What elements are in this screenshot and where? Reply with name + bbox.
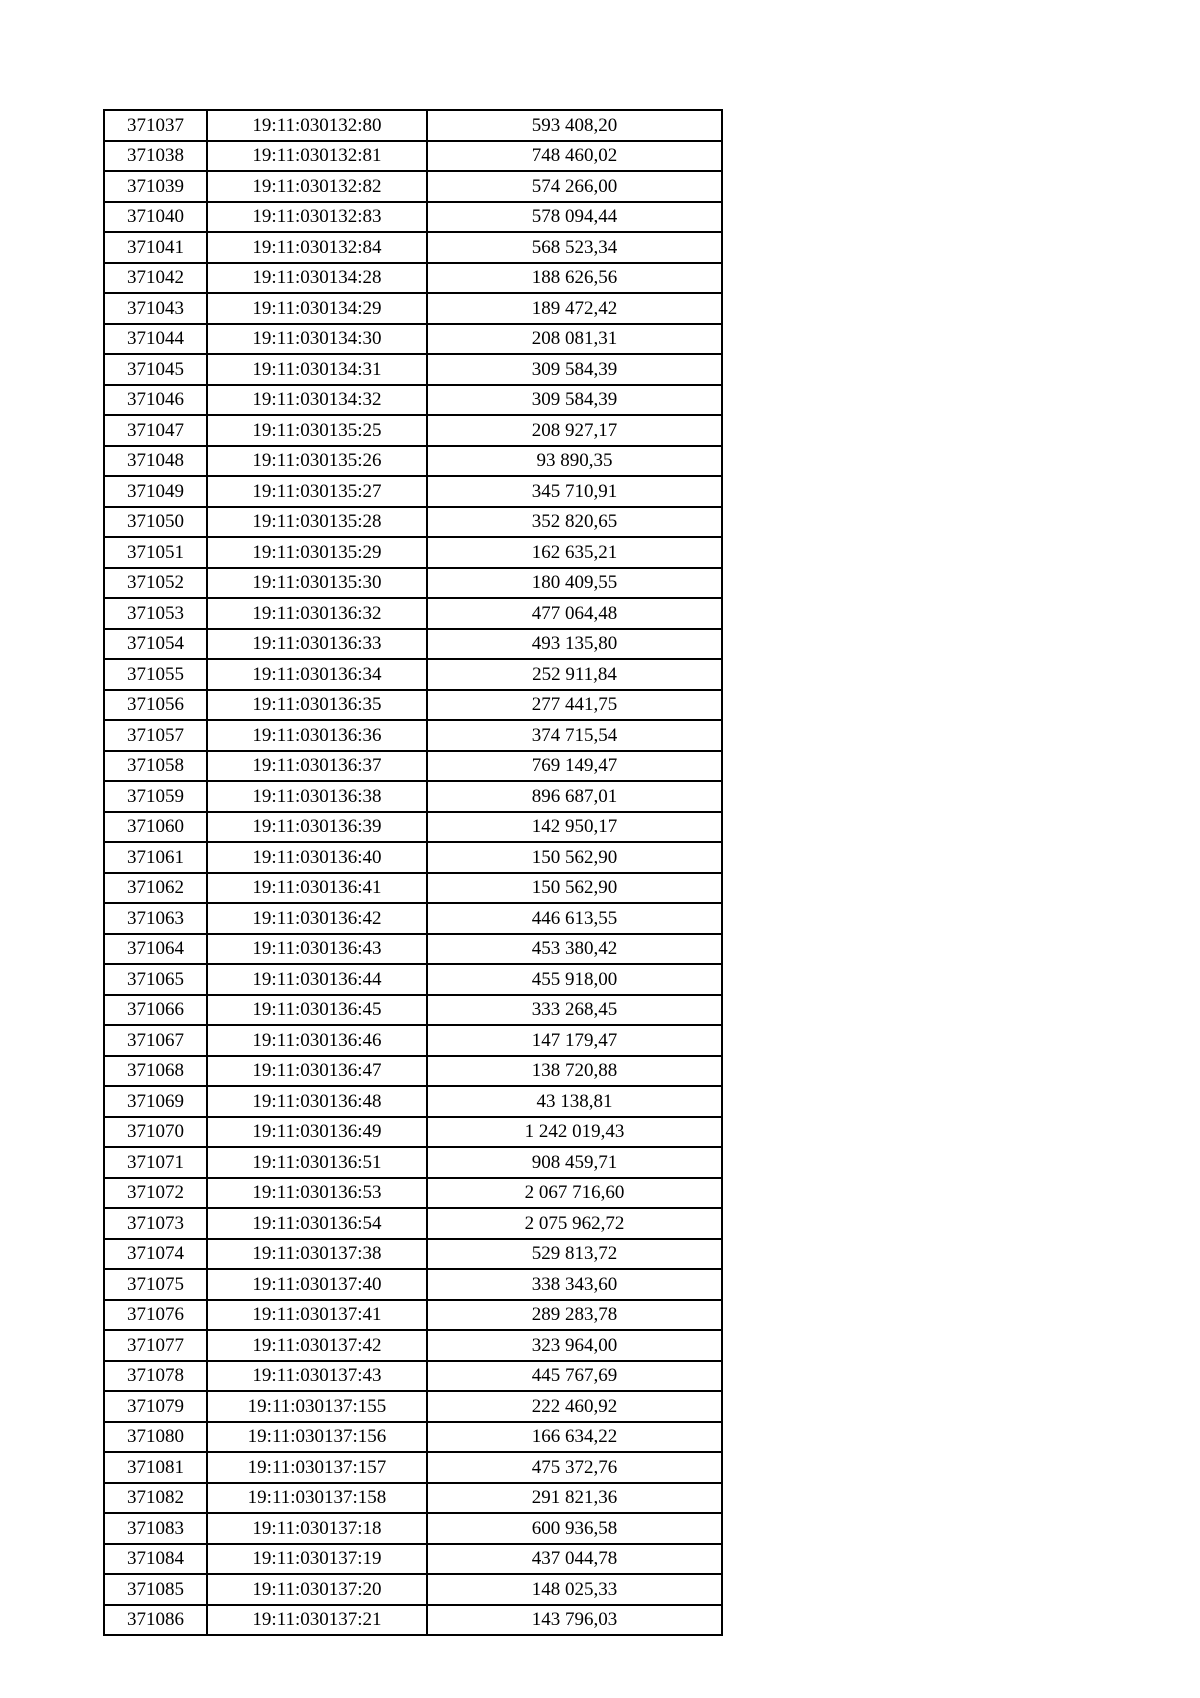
cadastral-number-cell: 19:11:030137:157 [207,1452,427,1483]
cadastral-number-cell: 19:11:030136:46 [207,1025,427,1056]
table-row [104,507,722,538]
cadastral-number-cell: 19:11:030136:42 [207,903,427,934]
row-number-cell: 371065 [104,964,207,995]
row-number-cell: 371066 [104,995,207,1026]
table-row [104,720,722,751]
cadastral-number-cell: 19:11:030136:35 [207,690,427,721]
table-row [104,1269,722,1300]
cadastral-number-cell: 19:11:030136:53 [207,1178,427,1209]
value-cell: 291 821,36 [427,1483,722,1514]
value-cell: 208 927,17 [427,415,722,446]
table-row [104,568,722,599]
table-row [104,263,722,294]
value-cell: 277 441,75 [427,690,722,721]
cadastral-number-cell: 19:11:030137:155 [207,1391,427,1422]
row-number-cell: 371085 [104,1574,207,1605]
value-cell: 142 950,17 [427,812,722,843]
row-number-cell: 371039 [104,171,207,202]
cadastral-number-cell: 19:11:030137:19 [207,1544,427,1575]
table-row [104,812,722,843]
row-number-cell: 371047 [104,415,207,446]
row-number-cell: 371082 [104,1483,207,1514]
cadastral-number-cell: 19:11:030134:29 [207,293,427,324]
cadastral-number-cell: 19:11:030135:29 [207,537,427,568]
value-cell: 166 634,22 [427,1422,722,1453]
row-number-cell: 371086 [104,1605,207,1636]
row-number-cell: 371061 [104,842,207,873]
value-cell: 150 562,90 [427,842,722,873]
table-row [104,1208,722,1239]
value-cell: 1 242 019,43 [427,1117,722,1148]
table-row [104,1056,722,1087]
table-row [104,141,722,172]
cadastral-number-cell: 19:11:030132:83 [207,202,427,233]
value-cell: 309 584,39 [427,354,722,385]
value-cell: 138 720,88 [427,1056,722,1087]
table-row [104,446,722,477]
row-number-cell: 371046 [104,385,207,416]
table-row [104,629,722,660]
row-number-cell: 371075 [104,1269,207,1300]
value-cell: 188 626,56 [427,263,722,294]
table-row [104,934,722,965]
value-cell: 333 268,45 [427,995,722,1026]
table-row [104,1483,722,1514]
value-cell: 289 283,78 [427,1300,722,1331]
cadastral-number-cell: 19:11:030134:32 [207,385,427,416]
row-number-cell: 371084 [104,1544,207,1575]
row-number-cell: 371057 [104,720,207,751]
table-row [104,903,722,934]
table-row [104,1513,722,1544]
value-cell: 475 372,76 [427,1452,722,1483]
row-number-cell: 371083 [104,1513,207,1544]
data-table [103,109,723,1636]
table-row [104,110,722,141]
cadastral-number-cell: 19:11:030136:49 [207,1117,427,1148]
cadastral-number-cell: 19:11:030136:41 [207,873,427,904]
table-row [104,476,722,507]
value-cell: 148 025,33 [427,1574,722,1605]
cadastral-number-cell: 19:11:030136:43 [207,934,427,965]
cadastral-number-cell: 19:11:030136:48 [207,1086,427,1117]
row-number-cell: 371055 [104,659,207,690]
value-cell: 568 523,34 [427,232,722,263]
cadastral-number-cell: 19:11:030134:30 [207,324,427,355]
cadastral-number-cell: 19:11:030132:84 [207,232,427,263]
table-row [104,202,722,233]
row-number-cell: 371081 [104,1452,207,1483]
value-cell: 446 613,55 [427,903,722,934]
table-row [104,1422,722,1453]
table-row [104,964,722,995]
table-row [104,415,722,446]
table-row [104,842,722,873]
table-row [104,1544,722,1575]
table-row [104,1452,722,1483]
table-row [104,751,722,782]
row-number-cell: 371059 [104,781,207,812]
row-number-cell: 371041 [104,232,207,263]
table-row [104,171,722,202]
value-cell: 477 064,48 [427,598,722,629]
table-row [104,1086,722,1117]
cadastral-number-cell: 19:11:030136:37 [207,751,427,782]
table-row [104,1117,722,1148]
row-number-cell: 371060 [104,812,207,843]
table-row [104,1025,722,1056]
row-number-cell: 371038 [104,141,207,172]
cadastral-number-cell: 19:11:030136:45 [207,995,427,1026]
row-number-cell: 371062 [104,873,207,904]
cadastral-number-cell: 19:11:030137:20 [207,1574,427,1605]
row-number-cell: 371048 [104,446,207,477]
row-number-cell: 371043 [104,293,207,324]
cadastral-number-cell: 19:11:030137:158 [207,1483,427,1514]
row-number-cell: 371044 [104,324,207,355]
row-number-cell: 371078 [104,1361,207,1392]
cadastral-number-cell: 19:11:030132:81 [207,141,427,172]
table-row [104,354,722,385]
row-number-cell: 371042 [104,263,207,294]
row-number-cell: 371058 [104,751,207,782]
cadastral-number-cell: 19:11:030136:39 [207,812,427,843]
row-number-cell: 371049 [104,476,207,507]
cadastral-number-cell: 19:11:030137:40 [207,1269,427,1300]
value-cell: 455 918,00 [427,964,722,995]
row-number-cell: 371068 [104,1056,207,1087]
table-row [104,598,722,629]
table-row [104,1605,722,1636]
cadastral-number-cell: 19:11:030136:47 [207,1056,427,1087]
cadastral-number-cell: 19:11:030135:30 [207,568,427,599]
value-cell: 453 380,42 [427,934,722,965]
value-cell: 600 936,58 [427,1513,722,1544]
row-number-cell: 371080 [104,1422,207,1453]
cadastral-number-cell: 19:11:030136:38 [207,781,427,812]
table-row [104,293,722,324]
value-cell: 162 635,21 [427,537,722,568]
row-number-cell: 371040 [104,202,207,233]
table-row [104,1574,722,1605]
cadastral-number-cell: 19:11:030136:51 [207,1147,427,1178]
row-number-cell: 371070 [104,1117,207,1148]
table-row [104,1391,722,1422]
value-cell: 529 813,72 [427,1239,722,1270]
table-body [104,110,722,1635]
value-cell: 180 409,55 [427,568,722,599]
value-cell: 748 460,02 [427,141,722,172]
row-number-cell: 371072 [104,1178,207,1209]
row-number-cell: 371037 [104,110,207,141]
table-row [104,1239,722,1270]
row-number-cell: 371073 [104,1208,207,1239]
row-number-cell: 371076 [104,1300,207,1331]
value-cell: 908 459,71 [427,1147,722,1178]
table-row [104,1361,722,1392]
row-number-cell: 371056 [104,690,207,721]
value-cell: 2 067 716,60 [427,1178,722,1209]
value-cell: 323 964,00 [427,1330,722,1361]
table-row [104,1330,722,1361]
row-number-cell: 371050 [104,507,207,538]
table-row [104,537,722,568]
cadastral-number-cell: 19:11:030132:82 [207,171,427,202]
cadastral-number-cell: 19:11:030136:32 [207,598,427,629]
cadastral-number-cell: 19:11:030135:26 [207,446,427,477]
value-cell: 493 135,80 [427,629,722,660]
row-number-cell: 371067 [104,1025,207,1056]
cadastral-number-cell: 19:11:030137:38 [207,1239,427,1270]
cadastral-number-cell: 19:11:030134:28 [207,263,427,294]
value-cell: 345 710,91 [427,476,722,507]
cadastral-number-cell: 19:11:030137:21 [207,1605,427,1636]
row-number-cell: 371069 [104,1086,207,1117]
value-cell: 143 796,03 [427,1605,722,1636]
value-cell: 147 179,47 [427,1025,722,1056]
row-number-cell: 371053 [104,598,207,629]
cadastral-number-cell: 19:11:030137:156 [207,1422,427,1453]
table-row [104,1178,722,1209]
value-cell: 252 911,84 [427,659,722,690]
table-row [104,781,722,812]
value-cell: 43 138,81 [427,1086,722,1117]
value-cell: 208 081,31 [427,324,722,355]
table-row [104,1300,722,1331]
cadastral-number-cell: 19:11:030136:33 [207,629,427,660]
value-cell: 309 584,39 [427,385,722,416]
table-row [104,690,722,721]
cadastral-number-cell: 19:11:030137:18 [207,1513,427,1544]
table-row [104,995,722,1026]
cadastral-number-cell: 19:11:030136:40 [207,842,427,873]
row-number-cell: 371051 [104,537,207,568]
value-cell: 769 149,47 [427,751,722,782]
row-number-cell: 371063 [104,903,207,934]
cadastral-number-cell: 19:11:030137:41 [207,1300,427,1331]
cadastral-number-cell: 19:11:030137:43 [207,1361,427,1392]
value-cell: 574 266,00 [427,171,722,202]
row-number-cell: 371079 [104,1391,207,1422]
table-row [104,232,722,263]
row-number-cell: 371074 [104,1239,207,1270]
cadastral-number-cell: 19:11:030136:36 [207,720,427,751]
row-number-cell: 371064 [104,934,207,965]
value-cell: 578 094,44 [427,202,722,233]
value-cell: 222 460,92 [427,1391,722,1422]
cadastral-number-cell: 19:11:030136:54 [207,1208,427,1239]
row-number-cell: 371045 [104,354,207,385]
cadastral-number-cell: 19:11:030136:44 [207,964,427,995]
row-number-cell: 371077 [104,1330,207,1361]
table-row [104,873,722,904]
value-cell: 150 562,90 [427,873,722,904]
value-cell: 445 767,69 [427,1361,722,1392]
value-cell: 189 472,42 [427,293,722,324]
table-row [104,385,722,416]
value-cell: 374 715,54 [427,720,722,751]
value-cell: 593 408,20 [427,110,722,141]
cadastral-number-cell: 19:11:030137:42 [207,1330,427,1361]
cadastral-number-cell: 19:11:030135:28 [207,507,427,538]
cadastral-number-cell: 19:11:030136:34 [207,659,427,690]
table-row [104,1147,722,1178]
value-cell: 437 044,78 [427,1544,722,1575]
value-cell: 352 820,65 [427,507,722,538]
table-row [104,659,722,690]
row-number-cell: 371052 [104,568,207,599]
cadastral-number-cell: 19:11:030134:31 [207,354,427,385]
cadastral-number-cell: 19:11:030135:25 [207,415,427,446]
row-number-cell: 371054 [104,629,207,660]
value-cell: 338 343,60 [427,1269,722,1300]
value-cell: 2 075 962,72 [427,1208,722,1239]
row-number-cell: 371071 [104,1147,207,1178]
table-row [104,324,722,355]
cadastral-number-cell: 19:11:030135:27 [207,476,427,507]
value-cell: 896 687,01 [427,781,722,812]
cadastral-number-cell: 19:11:030132:80 [207,110,427,141]
value-cell: 93 890,35 [427,446,722,477]
